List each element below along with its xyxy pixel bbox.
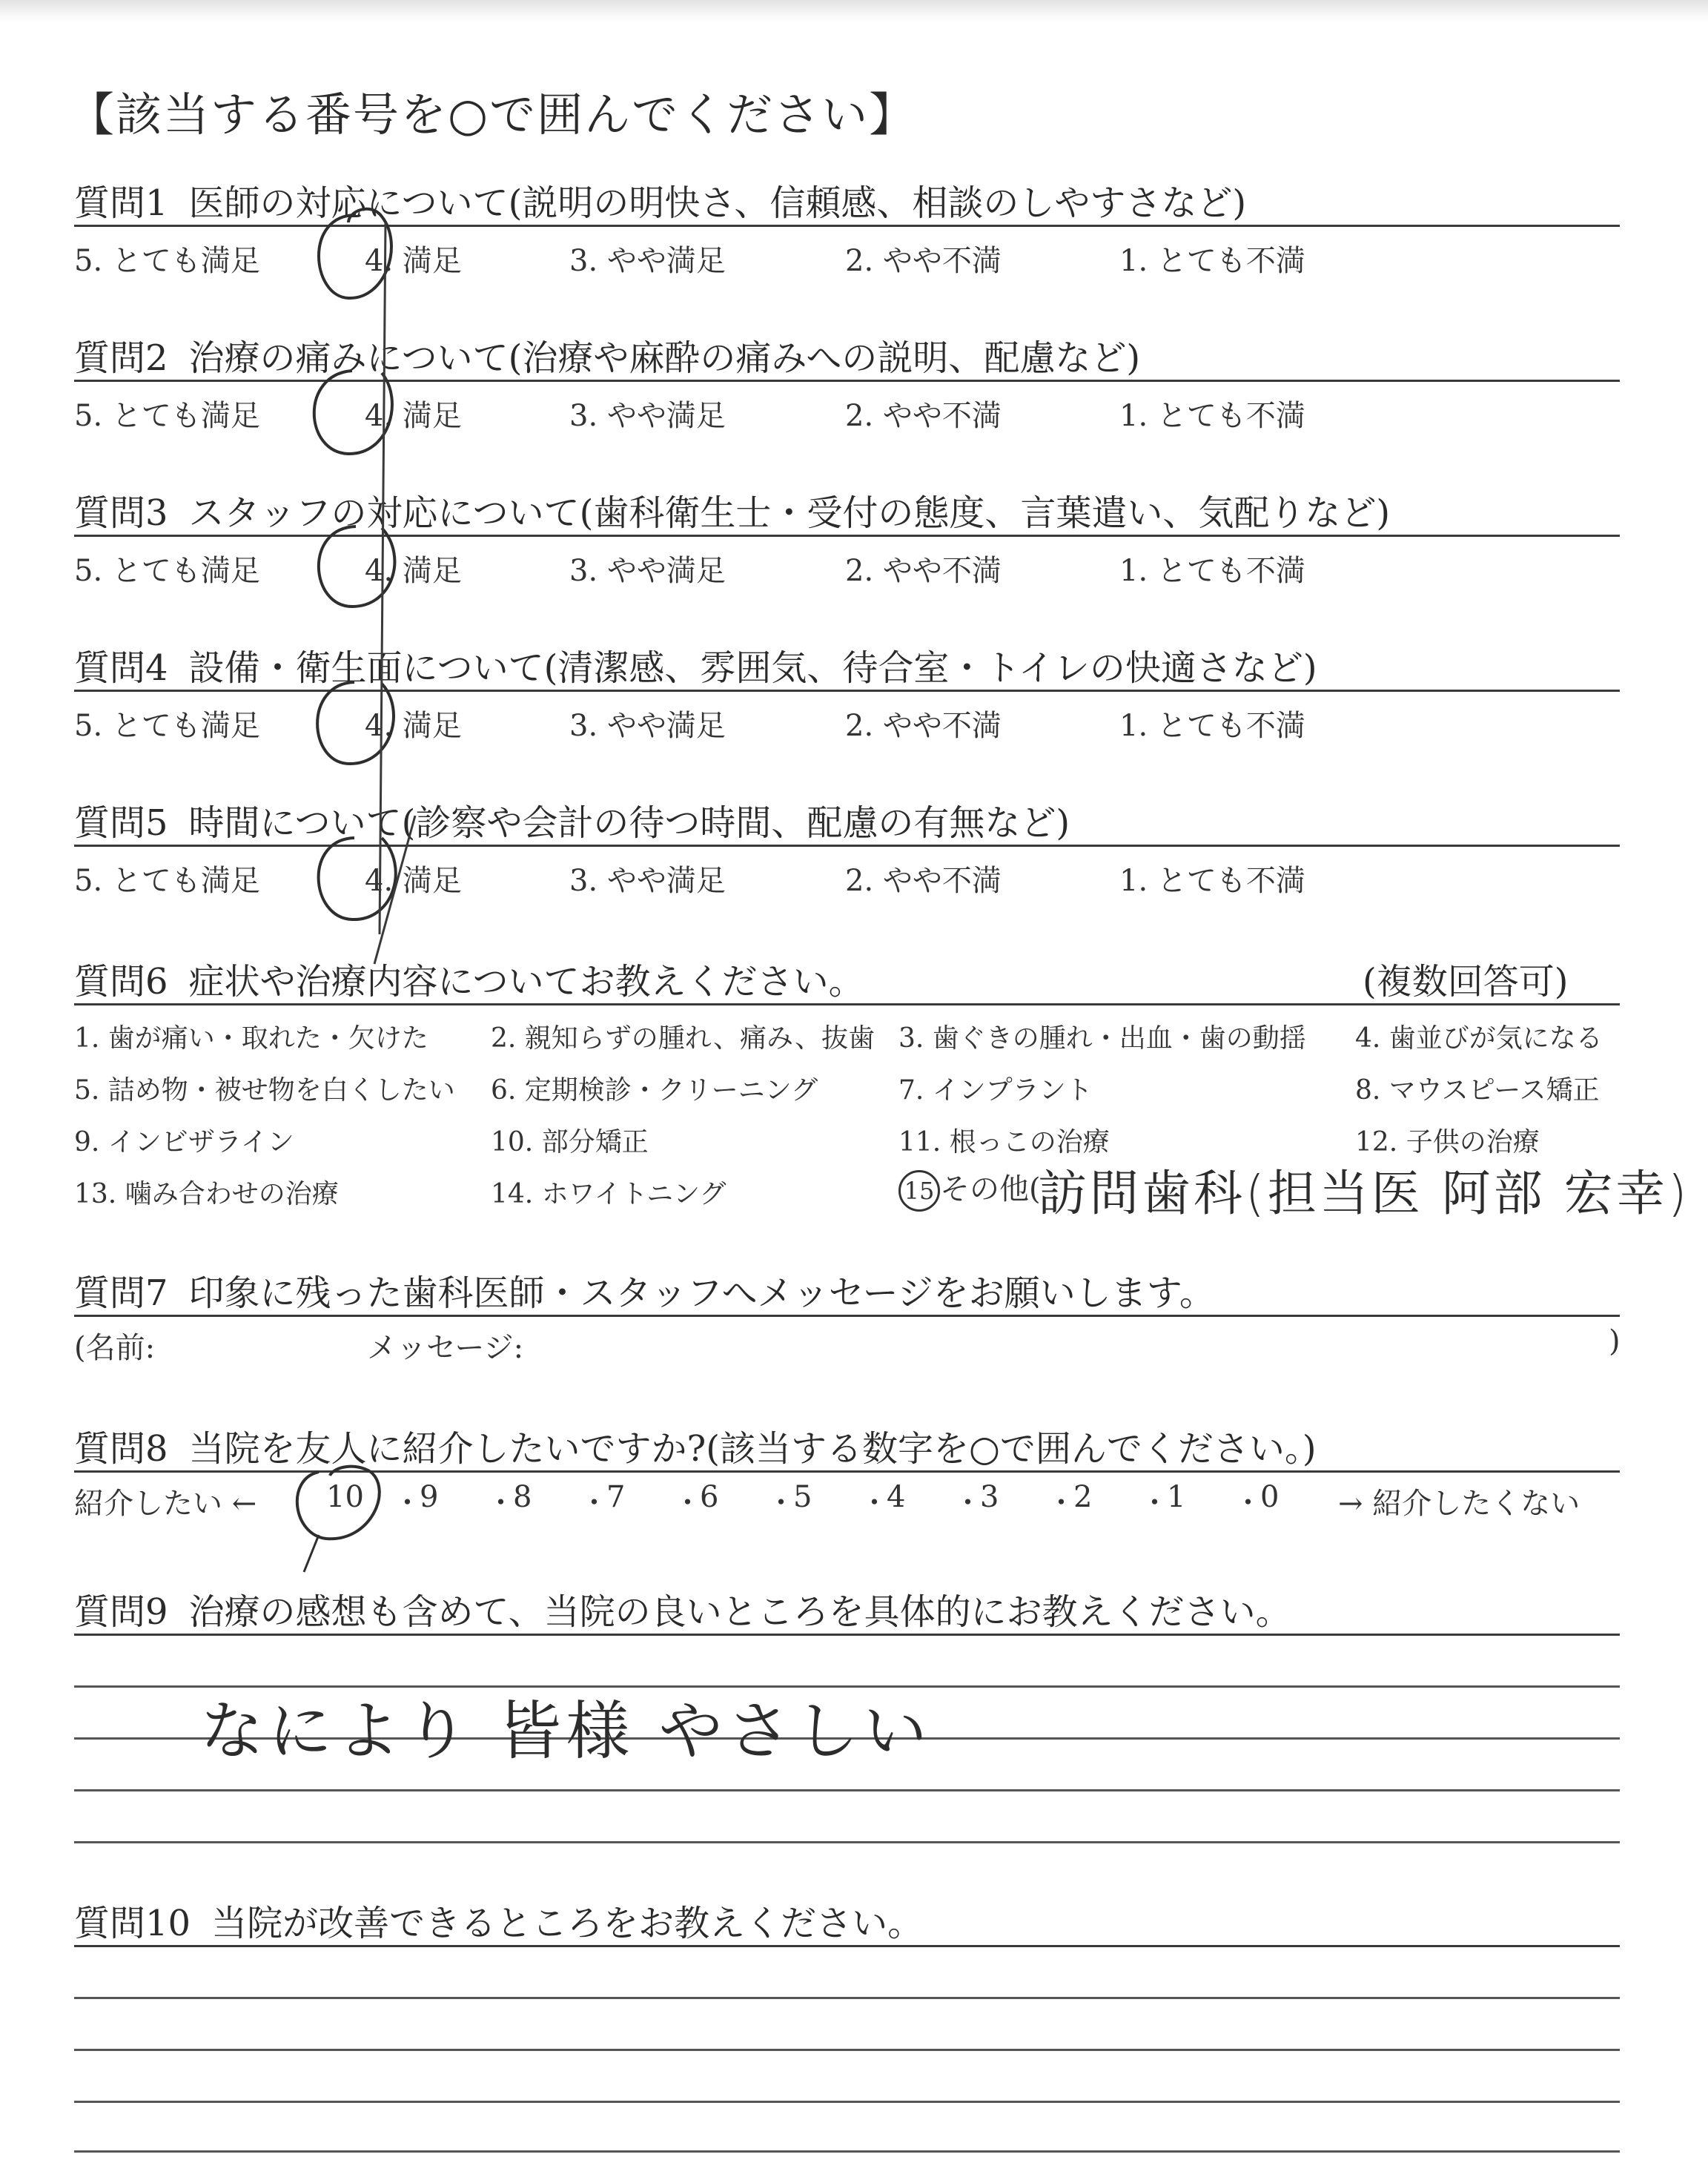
- q5-text: 時間について(診察や会計の待つ時間、配慮の有無など): [188, 802, 1070, 844]
- q8-scale-separator: ・: [673, 1487, 703, 1520]
- q4-option-5[interactable]: 5. とても満足: [74, 709, 260, 743]
- q6-item-4[interactable]: 4. 歯並びが気になる: [1355, 1023, 1603, 1054]
- q2-option-1[interactable]: 1. とても不満: [1119, 399, 1305, 433]
- q10-rule-1: [74, 1945, 1620, 1947]
- q7-text: 印象に残った歯科医師・スタッフへメッセージをお願いします。: [188, 1272, 1215, 1314]
- q2-rule: [74, 380, 1620, 382]
- q8-heading: [74, 1420, 1317, 1471]
- q8-scale-separator: ・: [953, 1487, 983, 1520]
- q6-label: 質問6: [74, 961, 168, 1003]
- q8-scale-7[interactable]: 7: [606, 1480, 626, 1514]
- q2-label: 質問2: [74, 337, 168, 379]
- q4-text: 設備・衛生面について(清潔感、雰囲気、待合室・トイレの快適さなど): [188, 647, 1317, 689]
- q1-rule: [74, 225, 1620, 227]
- q10-rule-5: [74, 2150, 1620, 2153]
- scan-top-edge: [0, 0, 1708, 22]
- q4-rule: [74, 690, 1620, 692]
- q6-item-15-number: 15: [898, 1170, 940, 1212]
- q6-item-10[interactable]: 10. 部分矯正: [491, 1127, 649, 1157]
- q1-option-3[interactable]: 3. やや満足: [569, 244, 726, 278]
- q8-scale-10[interactable]: 10: [326, 1480, 364, 1514]
- q4-option-3[interactable]: 3. やや満足: [569, 709, 726, 743]
- q8-scale-separator: ・: [580, 1487, 609, 1520]
- q10-rule-3: [74, 2049, 1620, 2051]
- q10-text: 当院が改善できるところをお教えください。: [211, 1903, 924, 1944]
- q8-scale-0[interactable]: 0: [1260, 1480, 1280, 1514]
- q2-option-2[interactable]: 2. やや不満: [845, 399, 1002, 433]
- q6-item-13[interactable]: 13. 噛み合わせの治療: [74, 1179, 339, 1209]
- q9-rule-4: [74, 1789, 1620, 1791]
- q8-scale-separator: ・: [1047, 1487, 1076, 1520]
- q9-text: 治療の感想も含めて、当院の良いところを具体的にお教えください。: [188, 1591, 1291, 1633]
- q8-rule: [74, 1470, 1620, 1473]
- q1-heading: [74, 174, 1246, 225]
- q6-item-2[interactable]: 2. 親知らずの腫れ、痛み、抜歯: [491, 1023, 875, 1054]
- q6-rule: [74, 1003, 1620, 1005]
- q5-label: 質問5: [74, 802, 168, 844]
- q8-label: 質問8: [74, 1428, 168, 1470]
- q5-option-5[interactable]: 5. とても満足: [74, 864, 260, 898]
- q2-heading: [74, 329, 1140, 380]
- q10-rule-4: [74, 2101, 1620, 2103]
- q8-scale-separator: ・: [1234, 1487, 1263, 1520]
- q1-label: 質問1: [74, 182, 168, 224]
- q8-left-label: 紹介したい ←: [74, 1487, 257, 1521]
- q8-scale-1[interactable]: 1: [1167, 1480, 1186, 1514]
- q3-option-1[interactable]: 1. とても不満: [1119, 554, 1305, 588]
- q6-item-7[interactable]: 7. インプラント: [898, 1075, 1093, 1106]
- q8-scale-separator: ・: [767, 1487, 796, 1520]
- q1-option-5[interactable]: 5. とても満足: [74, 244, 260, 278]
- q9-heading: [74, 1583, 1291, 1634]
- q7-name-label: (名前:: [74, 1331, 156, 1365]
- q8-right-label: → 紹介したくない: [1338, 1487, 1580, 1521]
- q6-item-5[interactable]: 5. 詰め物・被せ物を白くしたい: [74, 1075, 455, 1106]
- q10-label: 質問10: [74, 1903, 191, 1944]
- q10-rule-2: [74, 1997, 1620, 1999]
- q5-option-1[interactable]: 1. とても不満: [1119, 864, 1305, 898]
- q8-scale-6[interactable]: 6: [700, 1480, 719, 1514]
- q6-item-12[interactable]: 12. 子供の治療: [1355, 1127, 1540, 1157]
- q5-option-3[interactable]: 3. やや満足: [569, 864, 726, 898]
- q4-heading: [74, 639, 1317, 690]
- q6-item-9[interactable]: 9. インビザライン: [74, 1127, 294, 1157]
- q2-option-3[interactable]: 3. やや満足: [569, 399, 726, 433]
- q8-scale-9[interactable]: 9: [420, 1480, 439, 1514]
- q3-option-3[interactable]: 3. やや満足: [569, 554, 726, 588]
- q5-rule: [74, 845, 1620, 847]
- q4-option-1[interactable]: 1. とても不満: [1119, 709, 1305, 743]
- page-title: 【該当する番号を○で囲んでください】: [68, 87, 917, 142]
- q6-item-15[interactable]: [898, 1166, 1041, 1212]
- q8-scale-separator: ・: [393, 1487, 423, 1520]
- q7-message-label: メッセージ:: [367, 1331, 524, 1365]
- q6-item-6[interactable]: 6. 定期検診・クリーニング: [491, 1075, 818, 1106]
- q5-option-4[interactable]: 4. 満足: [365, 864, 462, 898]
- q6-item-11[interactable]: 11. 根っこの治療: [898, 1127, 1110, 1157]
- q7-label: 質問7: [74, 1272, 168, 1314]
- q9-label: 質問9: [74, 1591, 168, 1633]
- q3-text: スタッフの対応について(歯科衛生士・受付の態度、言葉遣い、気配りなど): [188, 492, 1391, 534]
- q4-label: 質問4: [74, 647, 168, 689]
- q8-scale-separator: ・: [860, 1487, 890, 1520]
- q8-scale-4[interactable]: 4: [887, 1480, 906, 1514]
- q6-item-15-handwriting: 訪問歯科(担当医 阿部 宏幸): [1038, 1165, 1690, 1222]
- q1-option-4[interactable]: 4. 満足: [365, 244, 462, 278]
- q8-scale-3[interactable]: 3: [980, 1480, 999, 1514]
- q3-label: 質問3: [74, 492, 168, 534]
- q7-rule: [74, 1315, 1620, 1317]
- q8-text: 当院を友人に紹介したいですか?(該当する数字を○で囲んでください。): [188, 1428, 1317, 1470]
- q8-scale-separator: ・: [486, 1487, 516, 1520]
- q3-option-5[interactable]: 5. とても満足: [74, 554, 260, 588]
- q6-item-14[interactable]: 14. ホワイトニング: [491, 1179, 726, 1209]
- q2-option-5[interactable]: 5. とても満足: [74, 399, 260, 433]
- q3-option-2[interactable]: 2. やや不満: [845, 554, 1002, 588]
- q8-tail-icon: [304, 1535, 319, 1572]
- q6-item-15-label: その他(: [940, 1172, 1041, 1206]
- q7-heading: [74, 1264, 1215, 1315]
- q5-option-2[interactable]: 2. やや不満: [845, 864, 1002, 898]
- q4-option-4[interactable]: 4. 満足: [365, 709, 462, 743]
- q6-item-3[interactable]: 3. 歯ぐきの腫れ・出血・歯の動揺: [898, 1023, 1306, 1054]
- q6-item-8[interactable]: 8. マウスピース矯正: [1355, 1075, 1600, 1106]
- q8-scale-5[interactable]: 5: [793, 1480, 812, 1514]
- q5-heading: [74, 794, 1070, 845]
- q7-close-paren: ): [1609, 1324, 1621, 1358]
- q10-heading: [74, 1895, 923, 1946]
- q8-scale-separator: ・: [1140, 1487, 1170, 1520]
- q9-rule-1: [74, 1634, 1620, 1636]
- q6-text: 症状や治療内容についてお教えください。: [188, 961, 864, 1003]
- q1-option-2[interactable]: 2. やや不満: [845, 244, 1002, 278]
- q1-option-1[interactable]: 1. とても不満: [1119, 244, 1305, 278]
- q1-text: 医師の対応について(説明の明快さ、信頼感、相談のしやすさなど): [188, 182, 1247, 224]
- q4-option-2[interactable]: 2. やや不満: [845, 709, 1002, 743]
- q2-option-4[interactable]: 4. 満足: [365, 399, 462, 433]
- q9-handwriting: なにより 皆様 やさしい: [200, 1694, 932, 1768]
- q9-rule-5: [74, 1841, 1620, 1843]
- q3-rule: [74, 535, 1620, 537]
- q2-text: 治療の痛みについて(治療や麻酔の痛みへの説明、配慮など): [188, 337, 1141, 379]
- q3-option-4[interactable]: 4. 満足: [365, 554, 462, 588]
- q6-item-1[interactable]: 1. 歯が痛い・取れた・欠けた: [74, 1023, 428, 1054]
- q3-heading: [74, 484, 1390, 535]
- q8-scale-8[interactable]: 8: [513, 1480, 532, 1514]
- q8-scale-2[interactable]: 2: [1073, 1480, 1093, 1514]
- q6-heading: [74, 953, 864, 1004]
- q6-note: (複数回答可): [1363, 961, 1569, 1003]
